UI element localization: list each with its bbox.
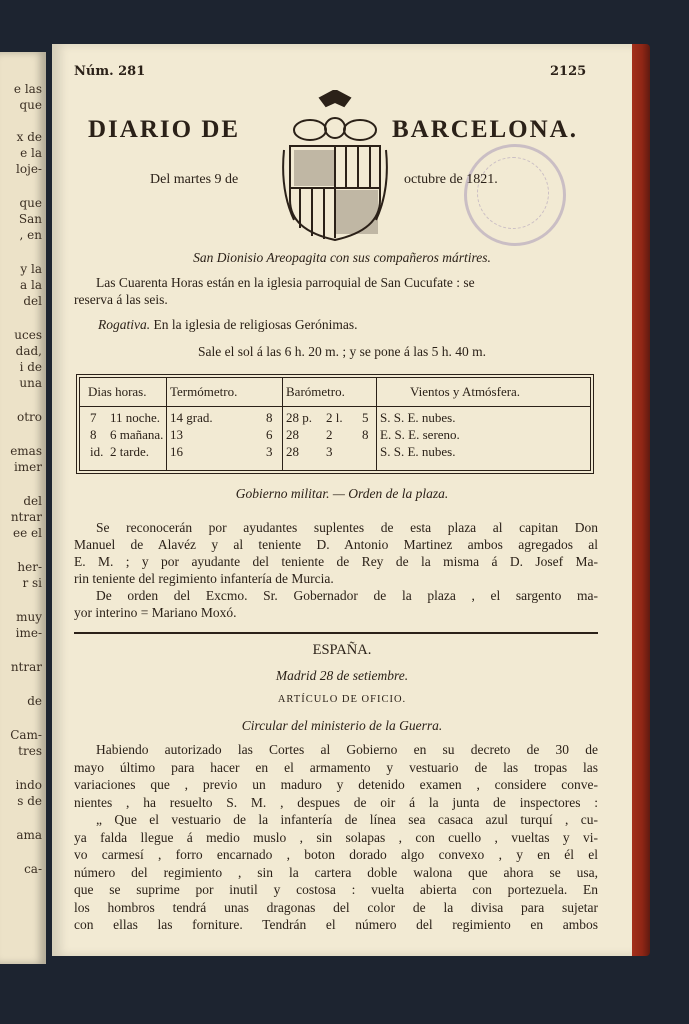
left-page-fragment: r si [22, 576, 42, 590]
left-page-fragment: Cam- [10, 728, 42, 742]
weather-wind: E. S. E. sereno. [380, 427, 460, 442]
left-page-fragment: tres [18, 744, 42, 758]
left-page-fragment: imer [13, 460, 42, 474]
espana-line: Habiendo autorizado las Cortes al Gobierno en su decreto de 30 de [96, 742, 598, 757]
saint-of-day: San Dionisio Areopagita con sus compañeros mártires. [193, 250, 491, 265]
section-divider [74, 632, 598, 634]
left-page-fragment: e la [20, 146, 42, 160]
left-page-fragment: her- [17, 560, 42, 574]
weather-hour: 11 noche. [110, 410, 161, 425]
weather-thermo-frac: 3 [266, 444, 273, 459]
date-right: octubre de 1821. [404, 172, 498, 187]
newspaper-page [52, 44, 632, 956]
date-left: Del martes 9 de [150, 172, 239, 187]
espana-line: vo carmesí , forro encarnado , boton dorado algo convexo , y en él el [74, 847, 598, 862]
rogativa-text: En la iglesia de religiosas Gerónimas. [153, 317, 358, 332]
weather-wind: S. S. E. nubes. [380, 444, 456, 459]
weather-thermo: 14 grad. [170, 410, 213, 425]
espana-line: que se suprime por inutil y costosa : vuelta abierta con portezuela. En [74, 882, 598, 897]
left-page-fragment: e las [13, 82, 42, 96]
left-page-fragment: i de [19, 360, 42, 374]
left-page-fragment: una [19, 376, 42, 390]
weather-thermo-frac: 8 [266, 410, 273, 425]
left-page-fragment: que [19, 98, 42, 112]
weather-right-day: 7 [90, 410, 97, 425]
left-page-fragment: uces [14, 328, 42, 342]
espana-dateline: Madrid 28 de setiembre. [275, 668, 409, 683]
espana-line: variaciones que , previo un maduro y detenido examen , considere conve- [74, 777, 598, 792]
weather-thermo: 13 [170, 427, 183, 442]
barcelona-crest-icon [280, 90, 390, 246]
header-vientos: Vientos y Atmósfera. [410, 384, 521, 399]
espana-line: mayo último para hacer en el armamento y vestuario de las tropas las [74, 759, 598, 775]
circular-heading: Circular del ministerio de la Guerra. [241, 718, 443, 733]
weather-wind: S. S. E. nubes. [380, 410, 456, 425]
left-page-fragment: ca- [24, 862, 42, 876]
gobierno-line: Se reconocerán por ayudantes suplentes de esta plaza al capitan Don [96, 520, 598, 535]
gobierno-heading: Gobierno militar. — Orden de la plaza. [235, 486, 449, 501]
espana-line: los hombros tendrá unas dragonas del color de la divisa para sujetar [74, 899, 598, 915]
left-page-fragment: , en [19, 228, 42, 242]
left-page-fragment: ntrar [10, 510, 42, 524]
left-page-fragment: del [23, 294, 42, 308]
weather-baro: 28 [286, 427, 299, 442]
gobierno-line: E. M. ; y por ayudante del teniente de Rey de la misma á D. Josef Ma- [74, 554, 598, 569]
gobierno-line: Manuel de Alavéz y al teniente D. Antonio Martinez ambos agregados al [74, 537, 598, 552]
weather-table [76, 374, 594, 474]
gobierno-line: De orden del Excmo. Sr. Gobernador de la plaza , el sargento ma- [96, 588, 598, 603]
library-stamp [464, 144, 566, 246]
weather-thermo-frac: 6 [266, 427, 273, 442]
cuarenta-horas-line-2: reserva á las seis. [74, 292, 168, 307]
weather-right-day: 8 [90, 427, 97, 442]
weather-baro-frac: 5 [362, 410, 369, 425]
espana-line: con ellas las forniture. Tendrán el número del regimiento en ambos [74, 917, 598, 932]
weather-baro-l: 3 [326, 444, 333, 459]
rogativa [98, 317, 357, 333]
left-page-fragment: del [23, 494, 42, 508]
left-page-fragment: de [27, 694, 42, 708]
left-page-fragment: ntrar [10, 660, 42, 674]
weather-hour: 2 tarde. [110, 444, 149, 459]
page-number: 2125 [550, 64, 587, 79]
masthead-right: BARCELONA. [392, 116, 578, 143]
espana-line: nientes , ha resuelto S. M. , despues de oir á la junta de inspectores : [74, 794, 598, 810]
left-page-fragment: s de [17, 794, 42, 808]
header-barometro: Barómetro. [286, 384, 345, 399]
left-page-fragment: a la [20, 278, 42, 292]
header-dias: Dias horas. [88, 384, 147, 399]
weather-hour: 6 mañana. [110, 427, 164, 442]
weather-baro: 28 p. [286, 410, 312, 425]
left-page-fragment: emas [10, 444, 42, 458]
weather-right-day: id. [90, 444, 104, 459]
cuarenta-horas-line-1: Las Cuarenta Horas están en la iglesia parroquial de San Cucufate : se [96, 275, 475, 290]
left-page-fragment: ee el [13, 526, 42, 540]
left-page-fragment: x de [16, 130, 42, 144]
left-page-fragment: ama [16, 828, 42, 842]
left-page-fragment: otro [16, 410, 42, 424]
weather-baro-l: 2 [326, 427, 333, 442]
espana-line: ya falda llegue á medio muslo , sin solapas , con cuello , vueltas y vi- [74, 829, 598, 845]
articulo-oficio: ARTÍCULO DE OFICIO. [277, 694, 407, 705]
gobierno-line: yor interino = Mariano Moxó. [74, 605, 237, 620]
espana-line: „ Que el vestuario de la infantería de línea sea casaca azul turquí , cu- [96, 812, 598, 827]
weather-baro-frac: 8 [362, 427, 369, 442]
left-page-fragment: San [18, 212, 42, 226]
sun-times: Sale el sol á las 6 h. 20 m. ; y se pone á las 5 h. 40 m. [198, 344, 486, 359]
left-page-fragment: dad, [15, 344, 42, 358]
masthead-left: DIARIO DE [88, 116, 241, 143]
left-page-fragment: ime- [15, 626, 42, 640]
espana-heading: ESPAÑA. [312, 642, 372, 658]
espana-line: número del regimiento , sin la cartera doble walona que ahora se usa, [74, 864, 598, 880]
left-page-fragment: que [19, 196, 42, 210]
left-page-fragment: loje- [16, 162, 42, 176]
left-page-fragment: y la [20, 262, 42, 276]
weather-thermo: 16 [170, 444, 183, 459]
left-page-fragment: muy [16, 610, 42, 624]
header-termometro: Termómetro. [170, 384, 238, 399]
left-page-fragment: indo [15, 778, 42, 792]
left-facing-page [0, 52, 46, 964]
gobierno-line: rin teniente del regimiento infantería de Murcia. [74, 571, 334, 586]
weather-baro-l: 2 l. [326, 410, 343, 425]
issue-number: Núm. 281 [74, 64, 146, 79]
weather-baro: 28 [286, 444, 299, 459]
rogativa-label: Rogativa. [98, 317, 151, 332]
